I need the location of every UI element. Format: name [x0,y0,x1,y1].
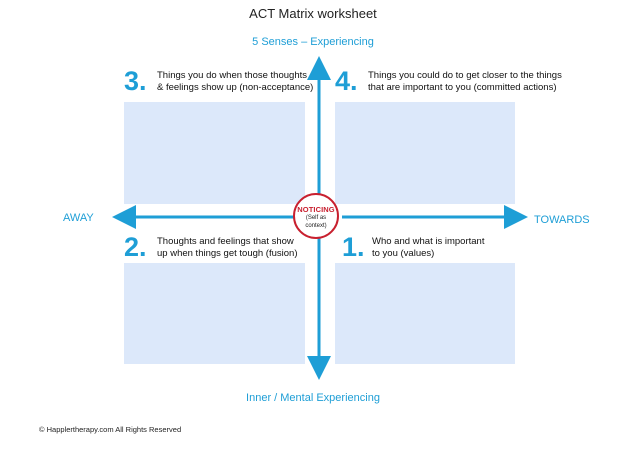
axis-label-bottom: Inner / Mental Experiencing [246,392,380,404]
axis-label-away: AWAY [63,212,94,224]
quadrant-3-number: 3. [124,66,147,96]
quadrant-2-number: 2. [124,232,147,262]
quadrant-3-line1: Things you do when those thoughts [157,70,307,81]
quadrant-1-line1: Who and what is important [372,236,485,247]
noticing-label: NOTICING [297,205,335,214]
page-title: ACT Matrix worksheet [249,6,377,21]
quadrant-3-caption [157,70,313,94]
quadrant-4-caption [368,70,562,94]
quadrant-1-line2: to you (values) [372,248,435,259]
quadrant-1-box[interactable] [335,263,515,364]
axis-label-top: 5 Senses – Experiencing [252,36,374,48]
axis-label-towards: TOWARDS [534,214,590,226]
quadrant-1-caption [372,236,484,260]
quadrant-1-number: 1. [342,232,365,262]
quadrant-3-box[interactable] [124,102,305,204]
quadrant-3-line2: & feelings show up (non-acceptance) [157,82,314,93]
quadrant-2-line1: Thoughts and feelings that show [157,236,294,247]
quadrant-4-number: 4. [335,66,358,96]
quadrant-2-caption [157,236,297,260]
noticing-circle [293,193,339,239]
quadrant-4-box[interactable] [335,102,515,204]
quadrant-4-line1: Things you could do to get closer to the things [368,70,562,81]
quadrant-2-line2: up when things get tough (fusion) [157,248,298,259]
copyright-footer: © Happlertherapy.com All Rights Reserved [39,425,182,434]
noticing-sub-line1: (Self as [305,215,327,221]
quadrant-4-line2: that are important to you (committed actions) [368,82,557,93]
quadrant-2-box[interactable] [124,263,305,364]
noticing-sub-line2: context) [305,223,327,229]
